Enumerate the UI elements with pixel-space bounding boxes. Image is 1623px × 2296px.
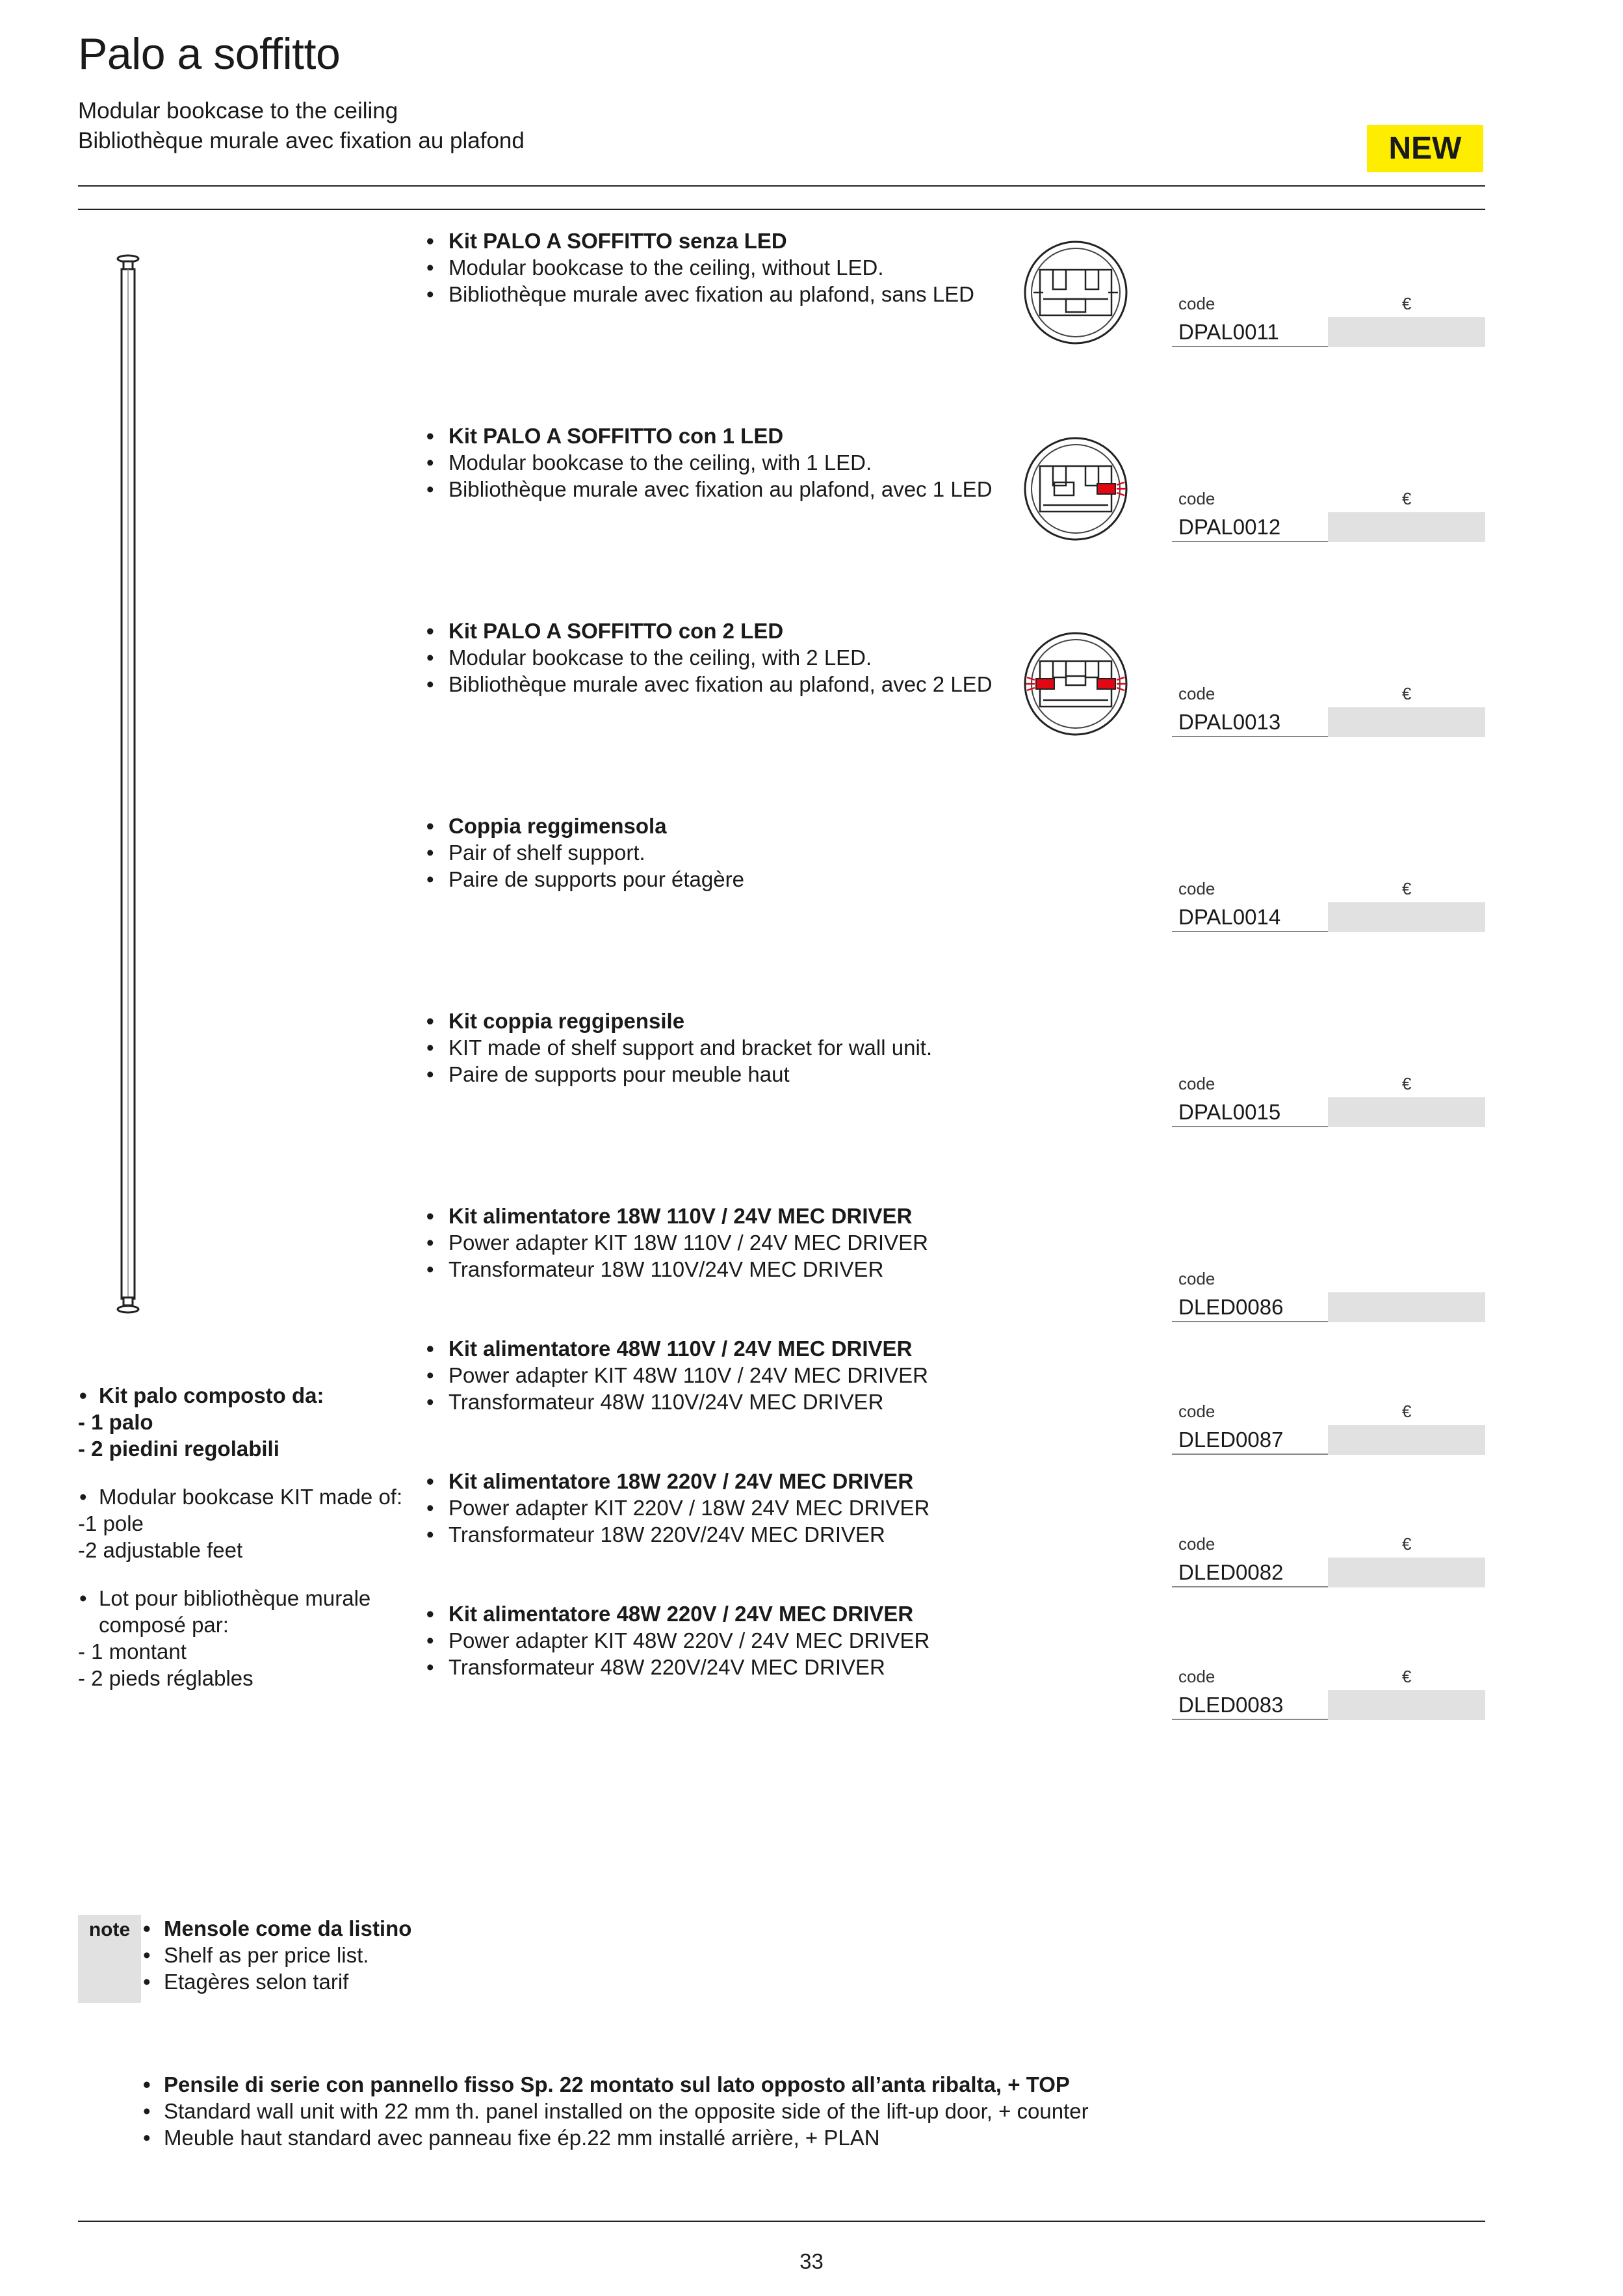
wall-unit-title: • Pensile di serie con pannello fisso Sp. 22 montato sul lato opposto all’anta ribalta, + TOP [142, 2071, 1089, 2098]
header-divider-top [78, 185, 1485, 187]
currency-label: € [1402, 684, 1412, 703]
price-cell [1328, 1425, 1485, 1455]
product-code: DLED0086 [1172, 1292, 1328, 1322]
item-desc-fr: • Paire de supports pour meuble haut [425, 1061, 932, 1088]
item-dled0086 [425, 1203, 928, 1283]
item-desc-en: • Power adapter KIT 18W 110V / 24V MEC DRIVER [425, 1229, 928, 1256]
item-dpal0015 [425, 1008, 932, 1088]
profile-2-led-icon [1014, 625, 1137, 742]
note-title: • Mensole come da listino [142, 1915, 411, 1942]
item-dpal0014 [425, 813, 744, 893]
code-label: code [1178, 1269, 1215, 1288]
product-code: DLED0083 [1172, 1690, 1328, 1720]
code-block-dpal0014 [1172, 879, 1485, 932]
item-desc-fr: • Paire de supports pour étagère [425, 866, 744, 893]
code-block-dpal0012 [1172, 489, 1485, 542]
price-cell [1328, 707, 1485, 737]
price-cell [1328, 512, 1485, 542]
item-title: • Kit alimentatore 18W 220V / 24V MEC DRIVER [425, 1468, 929, 1494]
currency-label: € [1402, 1402, 1412, 1421]
item-desc-en: • Modular bookcase to the ceiling, without LED. [425, 254, 974, 281]
currency-label: € [1402, 1074, 1412, 1093]
item-desc-fr: • Transformateur 48W 110V/24V MEC DRIVER [425, 1389, 928, 1415]
price-cell [1328, 1097, 1485, 1127]
code-label: code [1178, 1402, 1215, 1421]
kit-fr-title: • Lot pour bibliothèque murale [78, 1585, 402, 1611]
item-dled0082 [425, 1468, 929, 1548]
item-title: • Kit alimentatore 18W 110V / 24V MEC DRIVER [425, 1203, 928, 1229]
code-label: code [1178, 879, 1215, 898]
code-block-dled0087 [1172, 1402, 1485, 1455]
kit-it-line2: - 2 piedini regolabili [78, 1437, 279, 1461]
code-block-dpal0013 [1172, 684, 1485, 737]
header-divider-bottom [78, 209, 1485, 210]
price-cell [1328, 317, 1485, 347]
product-code: DPAL0015 [1172, 1097, 1328, 1127]
pole-top-cap [118, 255, 138, 269]
item-desc-en: • Modular bookcase to the ceiling, with 2 LED. [425, 644, 993, 671]
item-dled0083 [425, 1600, 929, 1680]
product-code: DLED0087 [1172, 1425, 1328, 1455]
page-title: Palo a soffitto [78, 29, 341, 79]
code-label: code [1178, 1667, 1215, 1686]
product-code: DLED0082 [1172, 1558, 1328, 1587]
item-dled0087 [425, 1335, 928, 1415]
item-title: • Kit coppia reggipensile [425, 1008, 932, 1034]
product-code: DPAL0011 [1172, 317, 1328, 347]
wall-unit-en: • Standard wall unit with 22 mm th. panel installed on the opposite side of the lift-up door, + counter [142, 2098, 1089, 2124]
item-desc-en: • Power adapter KIT 48W 110V / 24V MEC DRIVER [425, 1362, 928, 1389]
product-code: DPAL0013 [1172, 707, 1328, 737]
currency-label: € [1402, 1667, 1412, 1686]
subtitle-en: Modular bookcase to the ceiling [78, 98, 398, 124]
kit-en-line1: -1 pole [78, 1511, 144, 1535]
item-desc-fr: • Transformateur 18W 110V/24V MEC DRIVER [425, 1256, 928, 1283]
item-title: • Kit PALO A SOFFITTO senza LED [425, 228, 974, 254]
note-label: note [88, 1919, 131, 1940]
item-desc-fr: • Bibliothèque murale avec fixation au plafond, avec 2 LED [425, 671, 993, 698]
kit-it-line1: - 1 palo [78, 1410, 153, 1434]
currency-label: € [1402, 879, 1412, 898]
code-block-dled0082 [1172, 1534, 1485, 1587]
code-block-dled0086 [1172, 1269, 1485, 1322]
new-badge: NEW [1367, 125, 1483, 172]
code-label: code [1178, 1074, 1215, 1093]
wall-unit-description [142, 2071, 1089, 2151]
profile-no-led-icon [1014, 234, 1137, 351]
note-list [142, 1915, 411, 1995]
code-label: code [1178, 489, 1215, 508]
code-label: code [1178, 294, 1215, 313]
currency-label: € [1402, 1534, 1412, 1554]
item-desc-fr: • Transformateur 48W 220V/24V MEC DRIVER [425, 1654, 929, 1680]
kit-fr-title2: composé par: [99, 1613, 229, 1637]
code-label: code [1178, 684, 1215, 703]
item-desc-fr: • Transformateur 18W 220V/24V MEC DRIVER [425, 1521, 929, 1548]
footer-divider [78, 2221, 1485, 2222]
code-block-dled0083 [1172, 1667, 1485, 1720]
code-label: code [1178, 1534, 1215, 1554]
item-dpal0012 [425, 423, 993, 502]
kit-it-title: • Kit palo composto da: [78, 1382, 402, 1409]
item-desc-en: • Pair of shelf support. [425, 839, 744, 866]
code-block-dpal0015 [1172, 1074, 1485, 1127]
product-code: DPAL0012 [1172, 512, 1328, 542]
page-number: 33 [799, 2249, 824, 2273]
profile-1-led-icon [1014, 430, 1137, 547]
price-cell [1328, 1690, 1485, 1720]
item-dpal0013 [425, 618, 993, 698]
pole-illustration [104, 254, 156, 1320]
page-subtitle [78, 96, 525, 156]
note-fr: • Etagères selon tarif [142, 1968, 411, 1995]
price-cell [1328, 1292, 1485, 1322]
kit-fr-line1: - 1 montant [78, 1639, 187, 1663]
item-title: • Kit alimentatore 48W 220V / 24V MEC DRIVER [425, 1600, 929, 1627]
item-desc-en: • Modular bookcase to the ceiling, with 1 LED. [425, 449, 993, 476]
note-en: • Shelf as per price list. [142, 1942, 411, 1968]
price-cell [1328, 1558, 1485, 1587]
currency-label: € [1402, 294, 1412, 313]
item-desc-fr: • Bibliothèque murale avec fixation au plafond, avec 1 LED [425, 476, 993, 502]
item-title: • Coppia reggimensola [425, 813, 744, 839]
product-code: DPAL0014 [1172, 902, 1328, 932]
item-title: • Kit PALO A SOFFITTO con 1 LED [425, 423, 993, 449]
item-desc-en: • Power adapter KIT 220V / 18W 24V MEC DRIVER [425, 1494, 929, 1521]
kit-en-line2: -2 adjustable feet [78, 1538, 243, 1562]
subtitle-fr: Bibliothèque murale avec fixation au plafond [78, 128, 525, 153]
kit-fr-line2: - 2 pieds réglables [78, 1666, 253, 1690]
item-title: • Kit alimentatore 48W 110V / 24V MEC DRIVER [425, 1335, 928, 1362]
item-desc-fr: • Bibliothèque murale avec fixation au plafond, sans LED [425, 281, 974, 307]
code-block-dpal0011 [1172, 294, 1485, 347]
item-dpal0011 [425, 228, 974, 307]
item-desc-en: • KIT made of shelf support and bracket for wall unit. [425, 1034, 932, 1061]
item-title: • Kit PALO A SOFFITTO con 2 LED [425, 618, 993, 644]
item-desc-en: • Power adapter KIT 48W 220V / 24V MEC DRIVER [425, 1627, 929, 1654]
currency-label: € [1402, 489, 1412, 508]
price-cell [1328, 902, 1485, 932]
kit-en-title: • Modular bookcase KIT made of: [78, 1483, 402, 1510]
kit-description [78, 1382, 402, 1691]
wall-unit-fr: • Meuble haut standard avec panneau fixe ép.22 mm installé arrière, + PLAN [142, 2124, 1089, 2151]
